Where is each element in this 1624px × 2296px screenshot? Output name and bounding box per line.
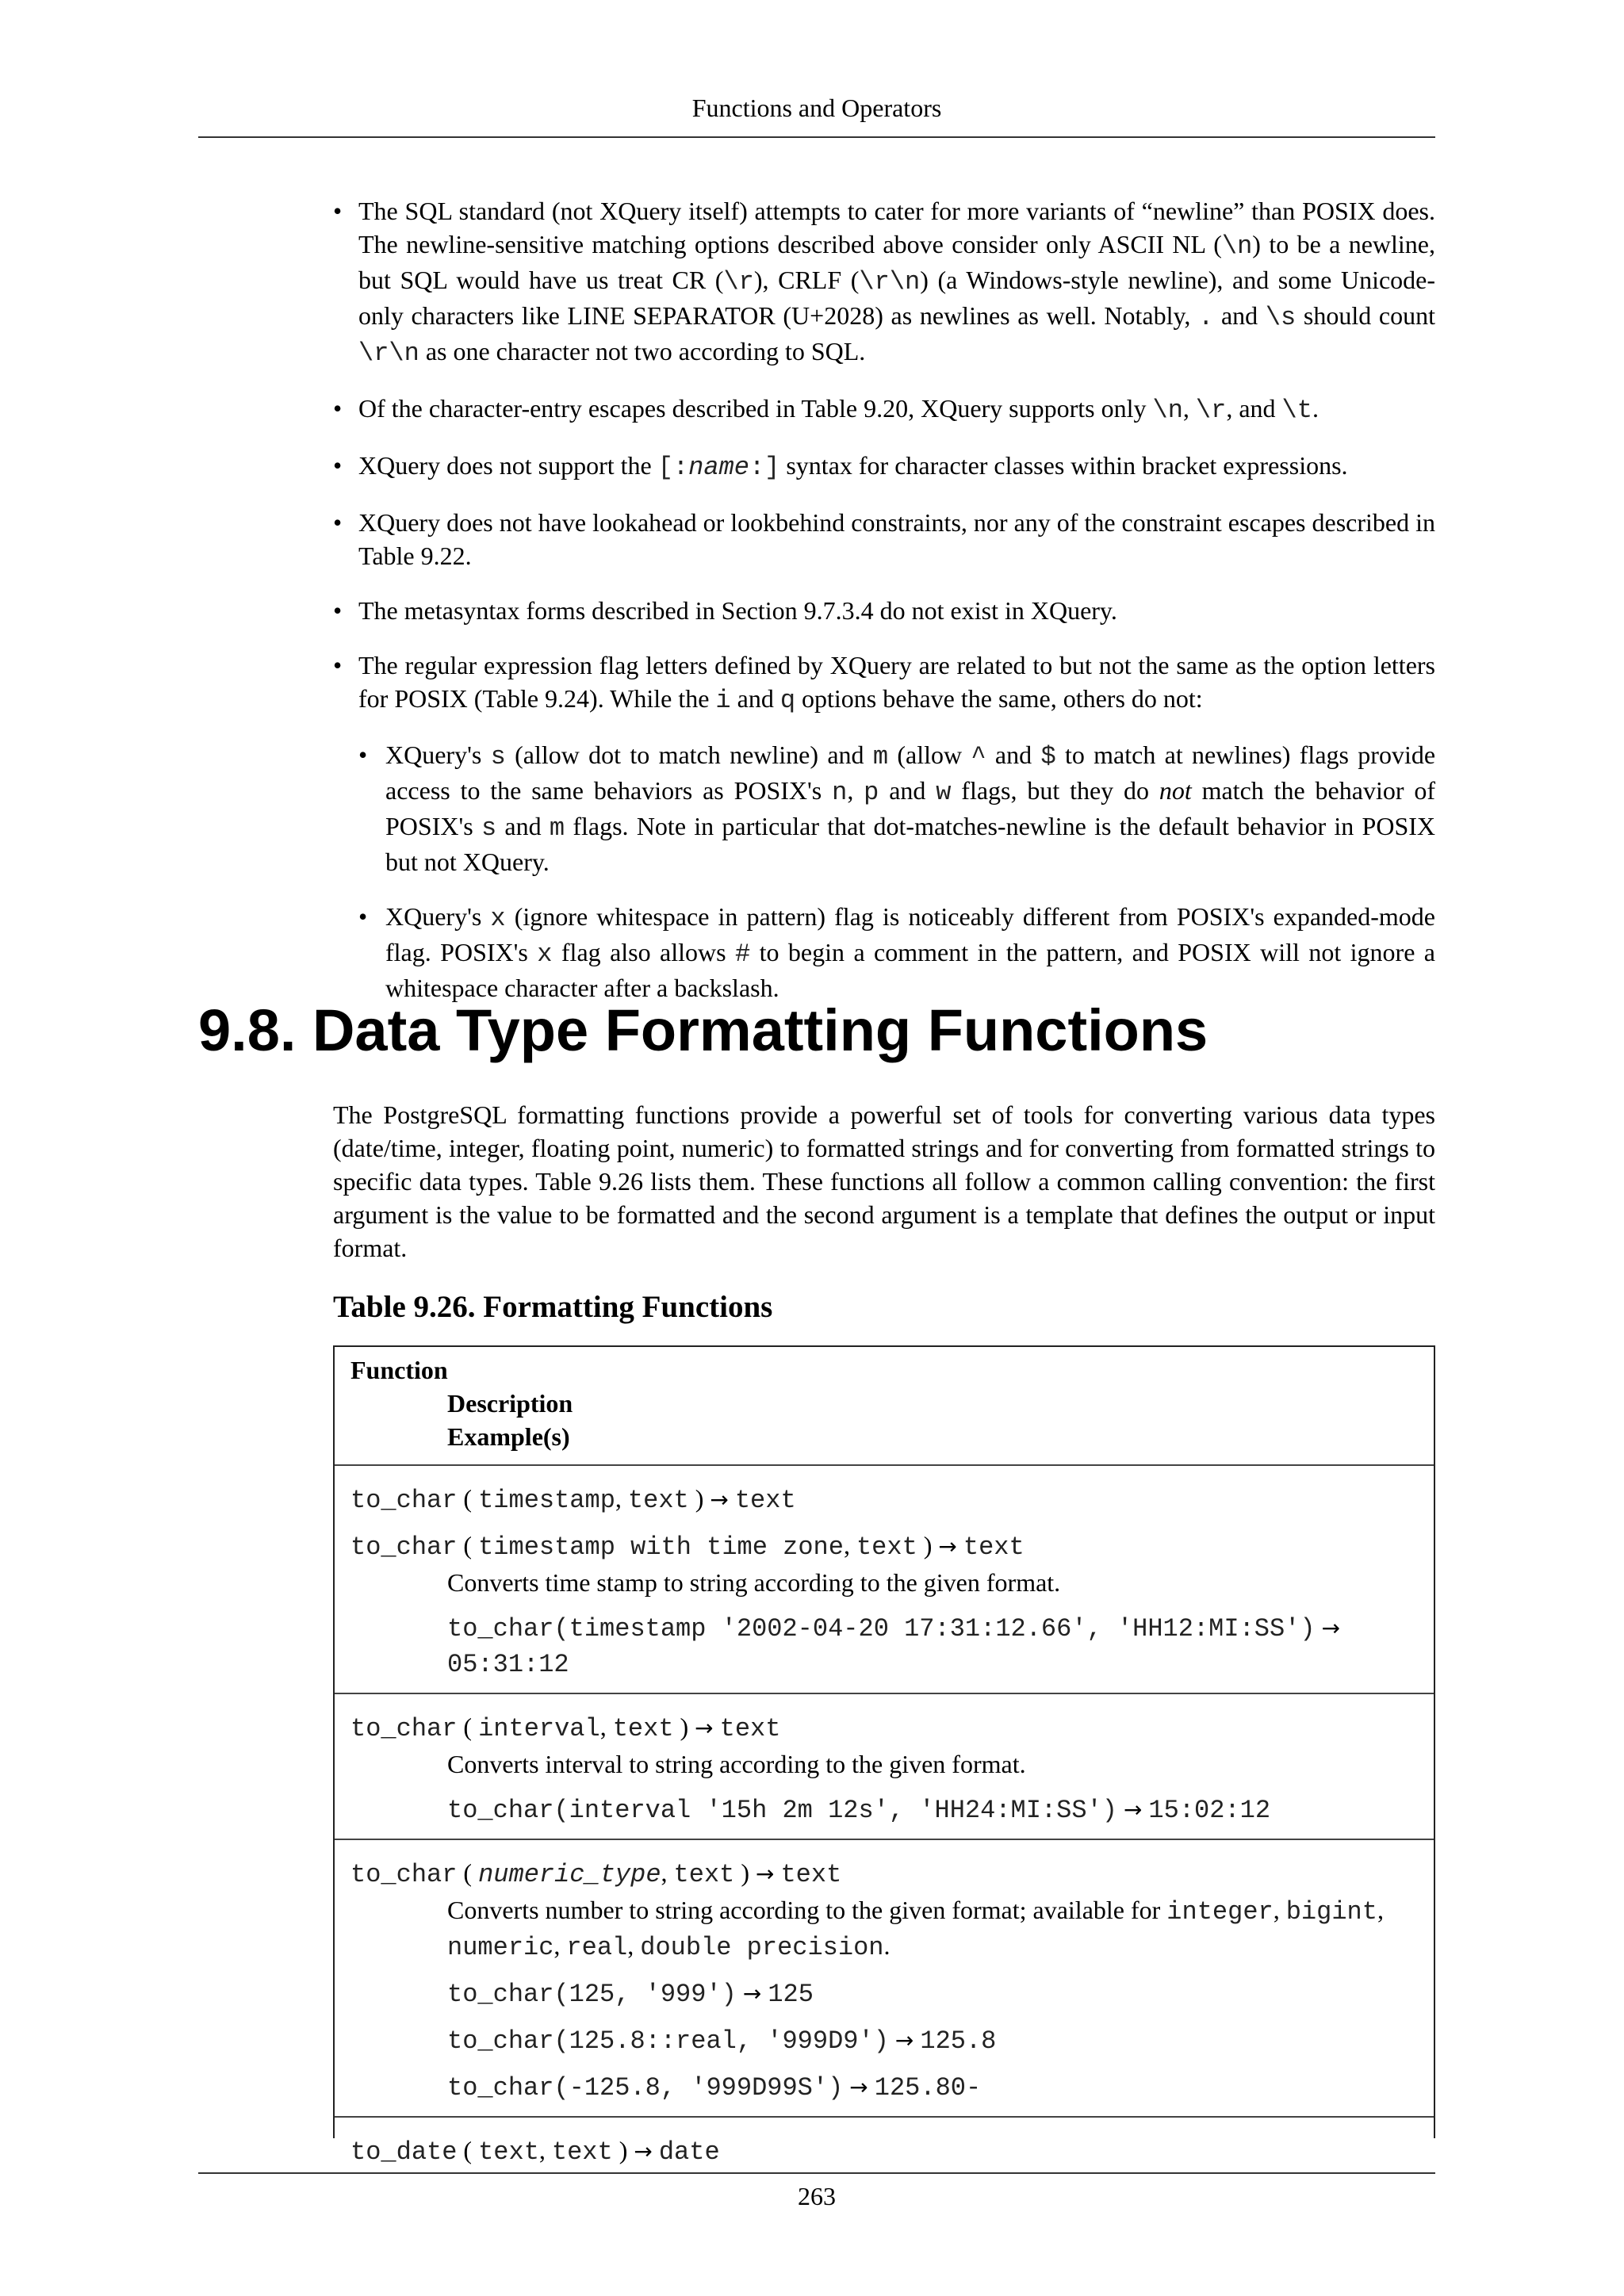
text: The metasyntax forms described in Section 9.7.3.4 do not exist in XQuery. [358,596,1117,625]
type-name: integer [1166,1897,1274,1927]
text: . [1312,394,1319,423]
arrow-icon: → [894,2027,914,2053]
text: to match at newlines) flags provide access to the same behaviors as POSIX's [385,740,1436,805]
column-header-examples: Example(s) [447,1422,570,1451]
text: flag also allows [552,938,735,966]
type-name: double precision [640,1933,884,1962]
text: ), CRLF ( [753,266,860,294]
text: and [879,776,936,805]
paren: ( [457,1858,479,1887]
table-row [335,1693,1434,1839]
text: XQuery's [385,740,491,769]
return-type: date [658,2137,720,2167]
table-title: Table 9.26. Formatting Functions [333,1290,773,1324]
table-row [335,2116,1434,2180]
function-name: to_char [350,1533,458,1562]
header-rule [198,136,1435,138]
code-italic: name [688,453,749,482]
function-signature [350,1856,1434,1892]
function-name: to_char [350,1486,458,1515]
text: (allow dot to match newline) and [505,740,873,769]
text: ) to be a newline, but SQL would have us treat CR ( [358,230,1436,294]
text: and [1213,301,1266,330]
return-type: text [734,1486,796,1515]
text: flags, but they do [951,776,1159,805]
type-name: numeric [447,1933,554,1962]
text: , [847,776,864,805]
function-signature [350,2133,1434,2169]
formatting-functions-table [333,1345,1435,2167]
text: and [986,740,1041,769]
paren: ) [673,1712,695,1741]
arg-type: numeric_type [478,1860,661,1889]
text: and [496,812,550,840]
code: n [832,778,848,807]
code: s [490,742,506,771]
flag-differences-list [358,738,1435,1004]
arrow-icon: → [634,2138,653,2164]
function-signature [350,1710,1434,1746]
arrow-icon: → [1123,1797,1143,1823]
separator: , [843,1531,856,1559]
list-item [333,594,1435,627]
paren: ( [457,2136,479,2164]
text: Of the character-entry escapes described in Table 9.20, XQuery supports only [358,394,1153,423]
code: q [779,686,796,715]
function-description: Converts interval to string according to the given format. [447,1750,1026,1778]
text: , [1182,394,1196,423]
code: m [549,813,565,843]
return-type: text [963,1533,1025,1562]
example-code: to_char(timestamp '2002-04-20 17:31:12.66', 'HH12:MI:SS') [447,1614,1316,1644]
separator: , [615,1484,628,1513]
code: \s [1265,303,1297,332]
arrow-icon: → [695,1715,714,1741]
function-description: Converts time stamp to string according to the given format. [447,1568,1061,1597]
code: \r [1195,396,1227,425]
code: \n [1152,396,1183,425]
code: \n [1221,232,1253,261]
text: . [883,1931,891,1960]
text: as one character not two according to SQL. [419,337,866,365]
list-item [333,506,1435,572]
arg-type: interval [478,1714,600,1743]
type-name: real [566,1933,628,1962]
example-code: to_char(-125.8, '999D99S') [447,2073,844,2103]
paren: ) [688,1484,710,1513]
separator: , [599,1712,613,1741]
emphasis: not [1159,776,1192,805]
separator: , [1377,1896,1384,1924]
paren: ( [457,1712,479,1741]
list-item [333,449,1435,484]
code: w [936,778,952,807]
code: x [490,904,506,933]
text: The SQL standard (not XQuery itself) attempts to cater for more variants of “newline” than POSIX does. The newline-sensitive matching options described above consider only ASCII NL ( [358,197,1435,258]
example-code: to_char(interval '15h 2m 12s', 'HH24:MI:SS') [447,1796,1117,1825]
section-intro-paragraph: The PostgreSQL formatting functions provide a powerful set of tools for converting various data types (date/time, integer, floating point, numeric) to formatted strings and for converting from formatted strings to specific data types. Table 9.26 lists them. These functions all follow a common calling convention: the first argument is the value to be formatted and the second argument is a template that defines the output or input format. [333,1100,1435,1262]
arrow-icon: → [938,1533,957,1559]
code: # [735,939,751,969]
regex-notes-list [333,194,1435,1026]
example-code: to_char(125.8::real, '999D9') [447,2026,889,2056]
example-result: 125.8 [920,2026,997,2056]
arg-type: text [673,1860,735,1889]
paren: ) [917,1531,939,1559]
function-signature [350,1529,1434,1564]
function-example [447,2022,1434,2058]
code: :] [749,453,780,482]
list-item [333,392,1435,427]
type-name: bigint [1285,1897,1377,1927]
function-example [447,2069,1434,2105]
arg-type: text [551,2137,613,2167]
separator: , [1273,1896,1286,1924]
text: XQuery does not have lookahead or lookbehind constraints, nor any of the constraint escapes described in Table 9.22. [358,508,1435,570]
code: . [1198,303,1214,332]
paren: ) [612,2136,634,2164]
paren: ( [457,1484,479,1513]
arrow-icon: → [1321,1615,1341,1641]
return-type: text [719,1714,781,1743]
text: and [730,684,780,713]
list-item [333,194,1435,370]
column-header-function: Function [350,1356,448,1384]
function-name: to_date [350,2137,458,2167]
list-item [358,738,1435,878]
text: , and [1226,394,1282,423]
arg-type: text [627,1486,689,1515]
example-result: 125 [768,1980,814,2009]
text: XQuery does not support the [358,451,658,480]
text: syntax for character classes within bracket expressions. [779,451,1348,480]
arrow-icon: → [742,1980,762,2007]
function-example [447,1976,1434,2011]
list-item [358,900,1435,1004]
function-signature [350,1482,1434,1517]
code: ^ [971,742,986,771]
function-example [447,1610,1434,1682]
running-header: Functions and Operators [691,94,942,122]
table-row [335,1839,1434,2116]
arrow-icon: → [849,2074,868,2100]
arg-type: timestamp [478,1486,615,1515]
code: \r\n [358,339,419,368]
code: i [715,686,731,715]
code: \r [723,267,754,297]
text: (allow [888,740,971,769]
function-example [447,1792,1434,1827]
arg-type: timestamp with time zone [478,1533,844,1562]
code: m [872,742,889,771]
paren: ( [457,1531,479,1559]
column-header-description: Description [447,1389,573,1418]
paren: ) [734,1858,756,1887]
page-number: 263 [798,2182,836,2210]
code: $ [1040,742,1056,771]
text: Converts number to string according to the given format; available for [447,1896,1167,1924]
example-result: 05:31:12 [447,1650,569,1679]
code: p [864,778,879,807]
text: XQuery's [385,902,491,931]
text: match the behavior of POSIX's [385,776,1436,840]
table-header-row [335,1347,1434,1464]
section-heading: 9.8. Data Type Formatting Functions [198,997,1208,1063]
list-item [333,649,1435,1004]
separator: , [661,1858,674,1887]
text: should count [1296,301,1436,330]
example-code: to_char(125, '999') [447,1980,737,2009]
arg-type: text [856,1533,917,1562]
code: [: [657,453,689,482]
text: ) (a Windows-style newline), and some Unicode-only characters like LINE SEPARATOR (U+2028) as newlines as well. Notably, [358,266,1436,330]
code: \r\n [859,267,921,297]
text: The regular expression flag letters defined by XQuery are related to but not the same as the option letters for POSIX (Table 9.24). While the [358,651,1435,713]
text: (ignore whitespace in pattern) flag is noticeably different from POSIX's expanded-mode flag. POSIX's [385,902,1436,966]
example-result: 15:02:12 [1148,1796,1271,1825]
arg-type: text [478,2137,539,2167]
function-name: to_char [350,1860,458,1889]
text: options behave the same, others do not: [795,684,1203,713]
arrow-icon: → [755,1861,775,1887]
separator: , [538,2136,552,2164]
code: s [481,813,497,843]
text: to begin a comment in the pattern, and POSIX will not ignore a whitespace character after a backslash. [385,938,1436,1002]
separator: , [553,1931,567,1960]
arg-type: text [612,1714,674,1743]
code: \t [1281,396,1312,425]
return-type: text [780,1860,842,1889]
function-description [447,1893,1434,1965]
text: flags. Note in particular that dot-matches-newline is the default behavior in POSIX but not XQuery. [385,812,1436,876]
code: x [537,939,553,969]
table-row [335,1464,1434,1693]
footer-rule [198,2172,1435,2174]
arrow-icon: → [710,1487,729,1513]
function-name: to_char [350,1714,458,1743]
separator: , [627,1931,641,1960]
example-result: 125.80- [874,2073,982,2103]
